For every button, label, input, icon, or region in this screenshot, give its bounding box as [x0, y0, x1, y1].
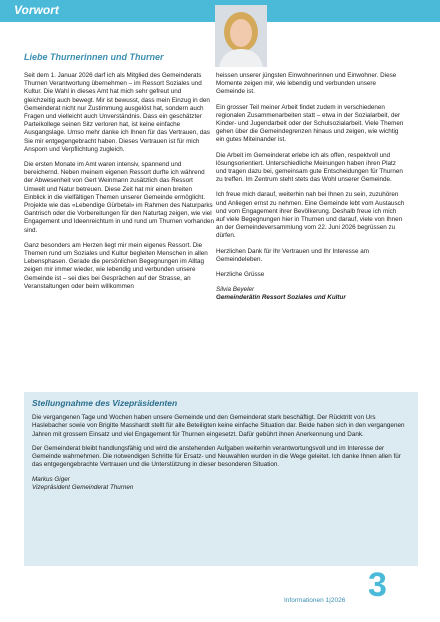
paragraph: Die Arbeit im Gemeinderat erlebe ich als offen, respektvoll und lösungsorientiert. Unterschiedliche Meinungen haben ihren Platz und tragen dazu bei, gemeinsam gute Entscheidungen für Thurnen zu treffen. Im Zentrum steht stets das Wohl unserer Gemeinde. [216, 151, 403, 184]
paragraph: Ganz besonders am Herzen liegt mir mein eigenes Ressort. Die Themen rund um Soziales und Kultur begleiten Menschen in allen Lebensphasen. Gerade die persönlichen Begegnungen im Alltag zeigen mir immer wieder, wie lebendig und verbunden unsere Gemeinde ist – sei dies bei Gesprächen auf der Strasse, an Veranstaltungen oder beim willkommen [24, 241, 208, 290]
signature [216, 286, 406, 302]
greeting-heading: Liebe Thurnerinnen und Thurner [24, 52, 164, 62]
signature-name: Silvia Beyeler [216, 286, 255, 294]
statement-title: Stellungnahme des Vizepräsidenten [32, 398, 178, 408]
paragraph: Die ersten Monate im Amt waren intensiv, spannend und bereichernd. Neben meinem eigenen Ressort durfte ich während der Abwesenheit von Gert Weinmann zusätzlich das Ressort Umwelt und Natur betreuen. Diese Zeit hat mir einen breiten Einblick in die vielfältigen Themen unserer Gemeinde ermöglicht. Projekte wie das «Lebendige Gürbetal» im Rahmen des Naturparks Gantrisch oder die Vorbereitungen für den Naturtag zeigen, wie viel Engagement und Ideenreichtum in und rund um Thurnen vorhanden sind. [24, 161, 214, 234]
statement-signature-title: Vizepräsident Gemeinderat Thurnen [32, 484, 134, 492]
paragraph: Der Gemeinderat bleibt handlungsfähig und wird die anstehenden Aufgaben weiterhin verantwortungsvoll und im Interesse der Gemeinde wahrnehmen. Die notwendigen Schritte für Ersatz- und Neuwahlen wurden in die Wege geleitet. Ich danke Ihnen allen für das entgegengebrachte Vertrauen und die Unterstützung in dieser besonderen Situation. [32, 444, 401, 469]
right-column [216, 72, 406, 303]
paragraph: Ein grosser Teil meiner Arbeit findet zudem in verschiedenen regionalen Zusammenarbeiten statt – etwa in der Sozialarbeit, der Kinder- und Jugendarbeit oder der Schulsozialarbeit. Viele Themen gehen über die Gemeindegrenzen hinaus und zeigen, wie wichtig ein gutes Miteinander ist. [216, 103, 404, 144]
paragraph: heissen unserer jüngsten Einwohnerinnen und Einwohner. Diese Momente zeigen mir, wie lebendig und verbunden unsere Gemeinde ist. [216, 72, 397, 96]
left-column [24, 72, 214, 298]
paragraph: Die vergangenen Tage und Wochen haben unsere Gemeinde und den Gemeinderat stark beschäftigt. Der Rücktritt von Urs Haslebacher sowie von Brigitte Masshardt stellt für alle Beteiligten keine einfache Situation dar. Beide haben sich in den vergangenen Jahren mit grossem Einsatz und viel Engagement für Thurnen eingesetzt. Dafür gebührt ihnen Anerkennung und Dank. [32, 414, 405, 438]
paragraph: Ich freue mich darauf, weiterhin nah bei Ihnen zu sein, zuzuhören und Anliegen ernst zu nehmen. Eine Gemeinde lebt vom Austausch und vom Engagement ihrer Bevölkerung. Deshalb freue ich mich auf viele Begegnungen hier in Thurnen und darauf, viele von Ihnen an der Gemeindeversammlung vom 22. Juni 2026 begrüssen zu dürfen. [216, 191, 405, 240]
paragraph: Herzliche Grüsse [216, 271, 265, 279]
paragraph: Herzlichen Dank für Ihr Vertrauen und Ihr Interesse am Gemeindeleben. [216, 247, 369, 263]
author-portrait [215, 5, 267, 67]
statement-body [32, 414, 410, 492]
statement-signature-name: Markus Giger [32, 475, 70, 483]
paragraph: Seit dem 1. Januar 2026 darf ich als Mitglied des Gemeinderats Thurnen Verantwortung übernehmen – im Ressort Soziales und Kultur. Die Wahl in dieses Amt hat mich sehr gefreut und gleichzeitig auch bewegt. Mir ist bewusst, dass mein Einzug in den Gemeinderat nicht nur Zustimmung ausgelöst hat, sondern auch Fragen und vielleicht auch Unverständnis. Dass ein geschätzter Parteikollege seinen Sitz verloren hat, ist keine einfache Ausgangslage. Umso mehr danke ich Ihnen für das Vertrauen, das Sie mir entgegengebracht haben. Dieses Vertrauen ist für mich Ansporn und Verpflichtung zugleich. [24, 72, 210, 153]
statement-box [24, 392, 418, 566]
footer-publication: Informationen 1|2026 [284, 597, 346, 604]
page-number: 3 [368, 566, 387, 604]
portrait-image [215, 5, 267, 67]
signature-title: Gemeinderätin Ressort Soziales und Kultur [216, 294, 346, 302]
section-title: Vorwort [14, 3, 59, 17]
